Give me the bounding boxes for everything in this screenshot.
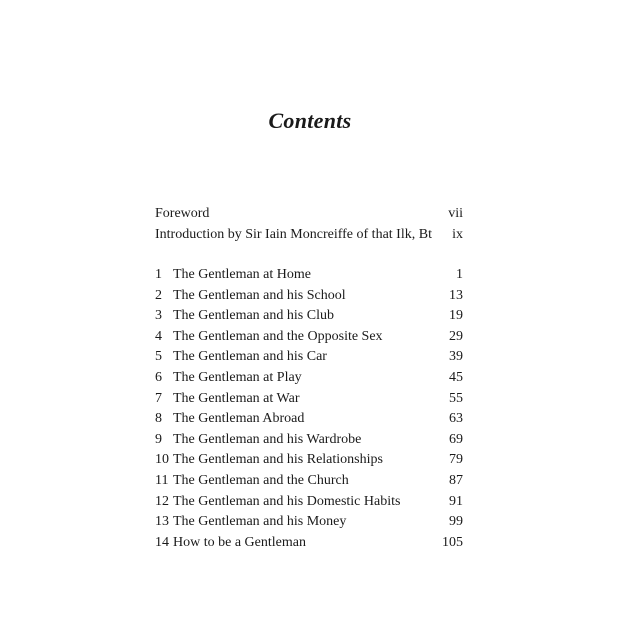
- chapter-number: 10: [155, 452, 169, 468]
- chapter-entry: [155, 265, 463, 286]
- chapter-number: 8: [155, 411, 162, 427]
- toc-page-number: vii: [448, 206, 463, 221]
- chapter-number: 1: [155, 267, 162, 282]
- chapter-title: The Gentleman at Play: [173, 369, 302, 385]
- chapter-number: 14: [155, 534, 169, 550]
- chapter-title: The Gentleman and the Church: [173, 472, 349, 488]
- chapter-number: 9: [155, 431, 162, 447]
- chapter-title: The Gentleman and his School: [173, 287, 346, 303]
- toc-entry-label: Foreword: [155, 206, 210, 221]
- chapter-page-number: 63: [449, 411, 463, 427]
- chapter-page-number: 105: [442, 534, 463, 550]
- chapter-page-number: 99: [449, 514, 463, 530]
- chapter-page-number: 45: [449, 369, 463, 385]
- toc-entry-label: Introduction by Sir Iain Moncreiffe of that Ilk, Bt: [155, 226, 432, 242]
- chapter-entry: [155, 533, 463, 554]
- chapter-number: 6: [155, 369, 162, 385]
- chapter-number: 2: [155, 287, 162, 303]
- chapter-number: 11: [155, 472, 169, 488]
- chapter-page-number: 87: [449, 472, 463, 488]
- chapter-entry: [155, 327, 463, 348]
- chapter-number: 7: [155, 390, 162, 406]
- chapter-title: The Gentleman at Home: [173, 267, 312, 282]
- page-title: Contents: [268, 108, 352, 133]
- chapter-title: The Gentleman and his Money: [173, 514, 347, 530]
- chapter-title: How to be a Gentleman: [173, 534, 306, 550]
- chapter-entry: [155, 430, 463, 451]
- toc-entry-foreword: [155, 204, 463, 225]
- chapter-title: The Gentleman at War: [173, 390, 300, 406]
- front-matter-list: [155, 204, 463, 245]
- chapter-number: 4: [155, 328, 162, 344]
- chapter-entry: [155, 512, 463, 533]
- toc-page-number: ix: [452, 226, 463, 242]
- chapter-entry: [155, 471, 463, 492]
- chapter-page-number: 13: [449, 287, 463, 303]
- chapter-page-number: 69: [449, 431, 463, 447]
- chapter-page-number: 55: [449, 390, 463, 406]
- chapter-entry: [155, 450, 463, 471]
- chapter-entry: [155, 286, 463, 307]
- chapter-title: The Gentleman Abroad: [173, 411, 305, 427]
- chapter-list: [155, 265, 463, 553]
- chapter-page-number: 29: [449, 328, 463, 344]
- chapter-title: The Gentleman and his Domestic Habits: [173, 493, 401, 509]
- chapter-entry: [155, 409, 463, 430]
- chapter-number: 12: [155, 493, 169, 509]
- chapter-entry: [155, 347, 463, 368]
- chapter-entry: [155, 492, 463, 513]
- toc-entry-introduction: [155, 225, 463, 246]
- chapter-page-number: 39: [449, 349, 463, 365]
- chapter-title: The Gentleman and his Club: [173, 308, 334, 324]
- chapter-title: The Gentleman and the Opposite Sex: [173, 328, 383, 344]
- chapter-page-number: 1: [456, 267, 463, 282]
- chapter-title: The Gentleman and his Relationships: [173, 452, 383, 468]
- chapter-title: The Gentleman and his Wardrobe: [173, 431, 362, 447]
- chapter-number: 13: [155, 514, 169, 530]
- chapter-page-number: 79: [449, 452, 463, 468]
- chapter-entry: [155, 368, 463, 389]
- chapter-page-number: 91: [449, 493, 463, 509]
- chapter-number: 5: [155, 349, 162, 365]
- chapter-entry: [155, 389, 463, 410]
- chapter-page-number: 19: [449, 308, 463, 324]
- chapter-title: The Gentleman and his Car: [173, 349, 327, 365]
- chapter-entry: [155, 306, 463, 327]
- chapter-number: 3: [155, 308, 162, 324]
